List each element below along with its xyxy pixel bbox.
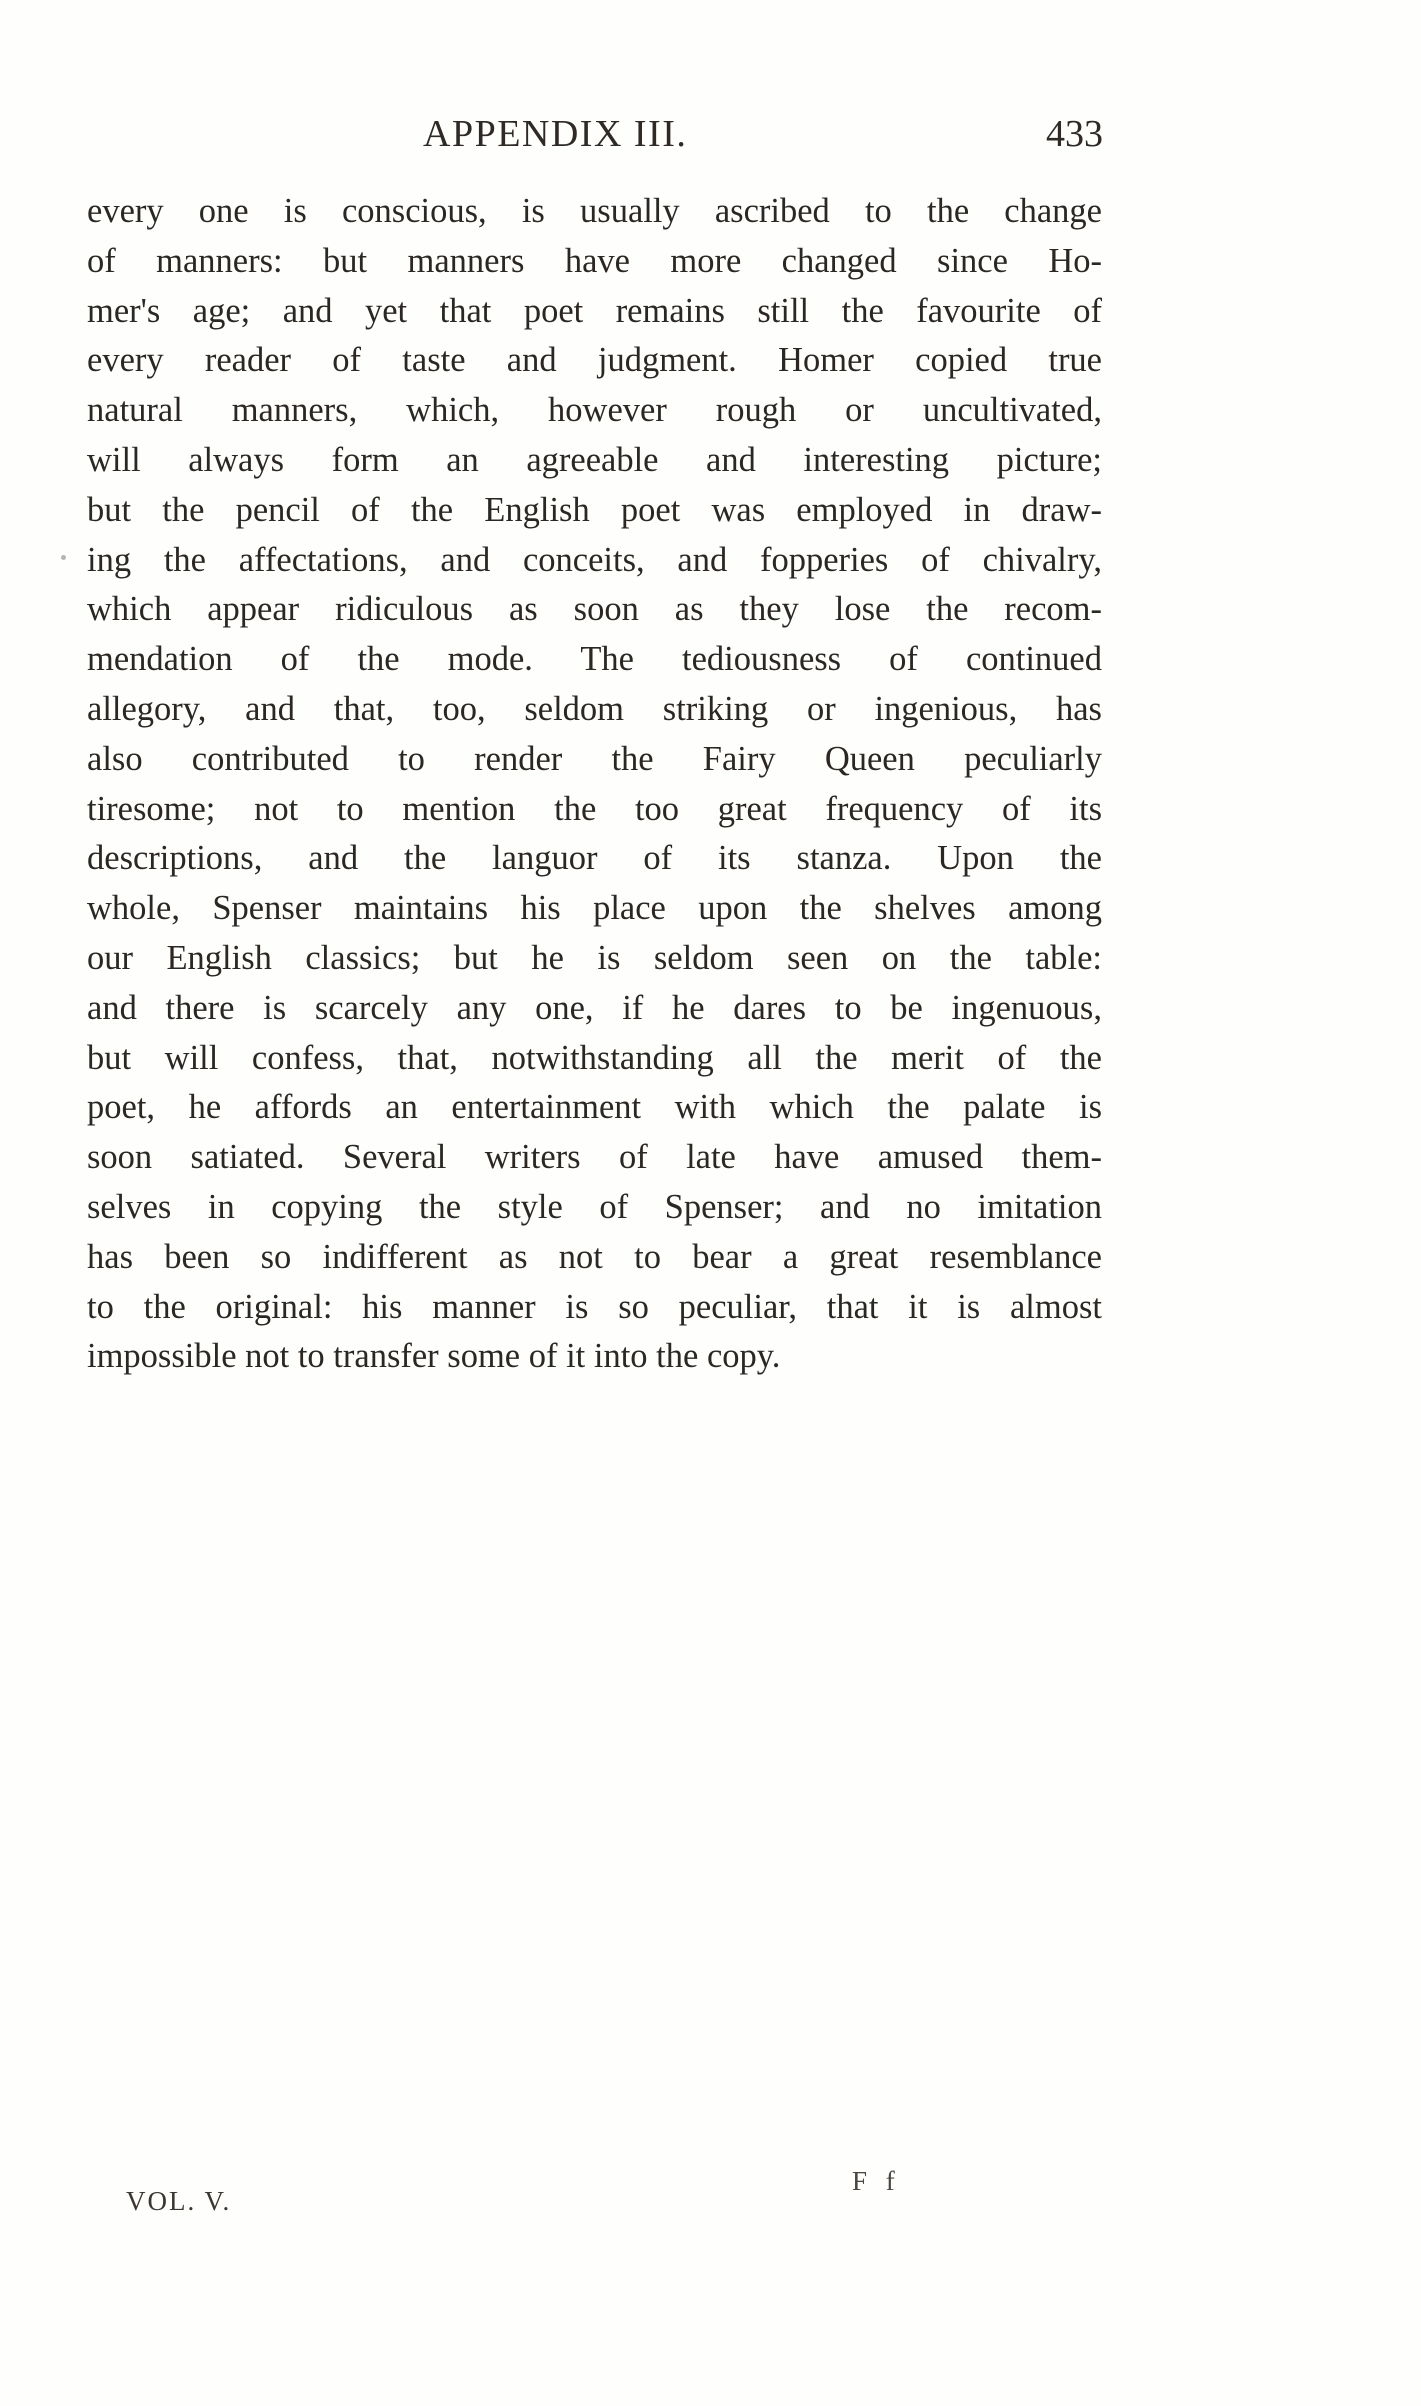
margin-dot-mark xyxy=(61,555,66,560)
text-line: to the original: his manner is so peculiar, that it is almost xyxy=(87,1287,1102,1326)
text-line: but the pencil of the English poet was employed in draw- xyxy=(87,490,1102,529)
text-line: tiresome; not to mention the too great frequency of its xyxy=(87,789,1102,828)
text-line: selves in copying the style of Spenser; and no imitation xyxy=(87,1187,1102,1226)
text-line: soon satiated. Several writers of late have amused them- xyxy=(87,1138,1102,1177)
text-line: descriptions, and the languor of its stanza. Upon the xyxy=(87,839,1102,878)
text-line: also contributed to render the Fairy Queen peculiarly xyxy=(87,739,1102,778)
text-line: which appear ridiculous as soon as they lose the recom- xyxy=(87,590,1102,629)
text-line: has been so indifferent as not to bear a great resemblance xyxy=(87,1237,1102,1276)
text-line: our English classics; but he is seldom seen on the table: xyxy=(87,938,1102,977)
running-head xyxy=(0,112,1421,162)
volume-signature: VOL. V. xyxy=(126,2186,232,2216)
text-line: but will confess, that, notwithstanding all the merit of the xyxy=(87,1038,1102,1077)
text-line: mer's age; and yet that poet remains still the favourite of xyxy=(87,291,1102,330)
text-line: of manners: but manners have more changed since Ho- xyxy=(87,241,1102,280)
text-line: every reader of taste and judgment. Homer copied true xyxy=(87,341,1102,380)
text-line: every one is conscious, is usually ascribed to the change xyxy=(87,192,1102,230)
text-line: ing the affectations, and conceits, and fopperies of chivalry, xyxy=(87,540,1102,579)
page-number: 433 xyxy=(1046,113,1103,155)
running-title: APPENDIX III. xyxy=(423,113,688,155)
text-line: whole, Spenser maintains his place upon the shelves among xyxy=(87,889,1102,928)
body-text xyxy=(87,187,1102,1382)
text-line: and there is scarcely any one, if he dares to be ingenuous, xyxy=(87,988,1102,1027)
sheet-signature: F f xyxy=(852,2166,901,2196)
text-line: poet, he affords an entertainment with which the palate is xyxy=(87,1088,1102,1127)
text-line: mendation of the mode. The tediousness of continued xyxy=(87,640,1102,679)
text-line: allegory, and that, too, seldom striking or ingenious, has xyxy=(87,689,1102,728)
text-line: will always form an agreeable and interesting picture; xyxy=(87,440,1102,479)
text-line-last: impossible not to transfer some of it into the copy. xyxy=(87,1337,781,1376)
text-line: natural manners, which, however rough or uncultivated, xyxy=(87,391,1102,430)
